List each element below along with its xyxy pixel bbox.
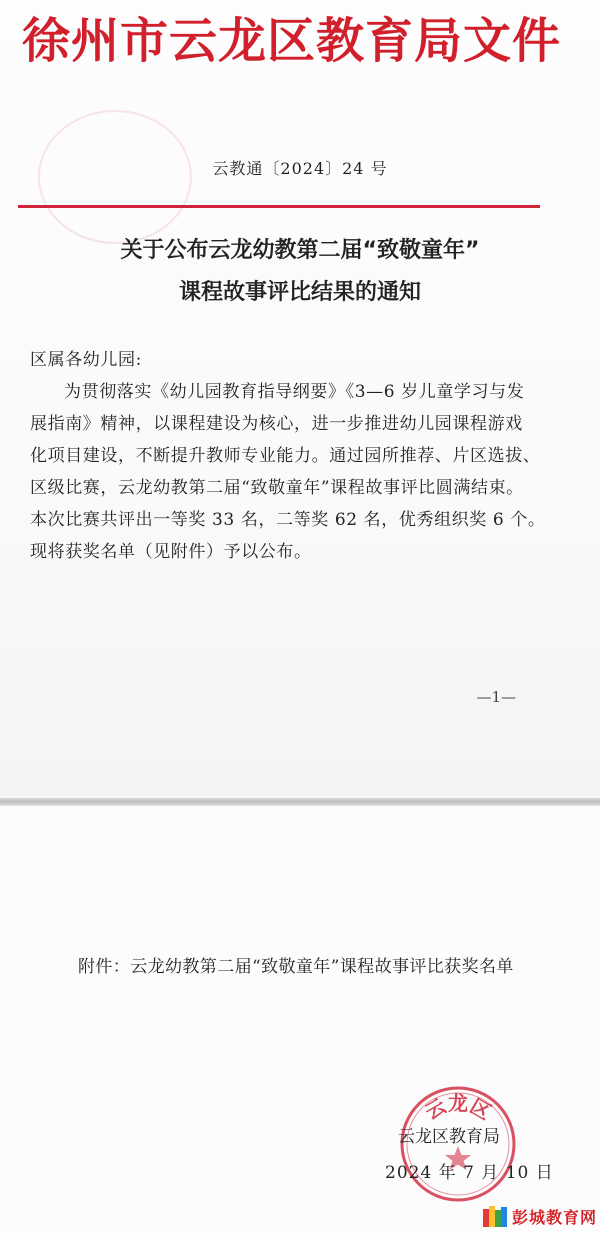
books-icon	[482, 1204, 508, 1228]
body-line-3: 化项目建设，不断提升教师专业能力。通过园所推荐、片区选拔、	[30, 446, 541, 466]
page-separator	[0, 798, 600, 806]
document-number: 云教通〔2024〕24 号	[212, 159, 388, 178]
watermark-text: 彭城教育网	[512, 1207, 598, 1227]
salutation: 区属各幼儿园:	[30, 350, 142, 370]
body-line-2: 展指南》精神，以课程建设为核心，进一步推进幼儿园课程游戏	[30, 414, 523, 434]
notice-title-line-2: 课程故事评比结果的通知	[178, 280, 421, 305]
site-watermark	[482, 1203, 597, 1229]
body-line-4: 区级比赛，云龙幼教第二届“致敬童年”课程故事评比圆满结束。	[30, 478, 524, 498]
seal-text: 云龙区	[420, 1091, 496, 1125]
page-number: —1—	[476, 688, 516, 706]
issue-date: 2024 年 7 月 10 日	[385, 1163, 554, 1183]
body-line-1: 为贯彻落实《幼儿园教育指导纲要》《3—6 岁儿童学习与发	[64, 382, 525, 402]
issuer-name: 云龙区教育局	[398, 1127, 500, 1147]
bureau-header-title: 徐州市云龙区教育局文件	[22, 13, 562, 69]
body-line-5: 本次比赛共评出一等奖 33 名，二等奖 62 名，优秀组织奖 6 个。	[30, 510, 546, 530]
red-divider-rule	[18, 205, 540, 208]
body-line-6: 现将获奖名单（见附件）予以公布。	[30, 542, 312, 562]
attachment-note: 附件：云龙幼教第二届“致敬童年”课程故事评比获奖名单	[78, 957, 514, 977]
notice-title-line-1: 关于公布云龙幼教第二届“致敬童年”	[120, 238, 480, 263]
